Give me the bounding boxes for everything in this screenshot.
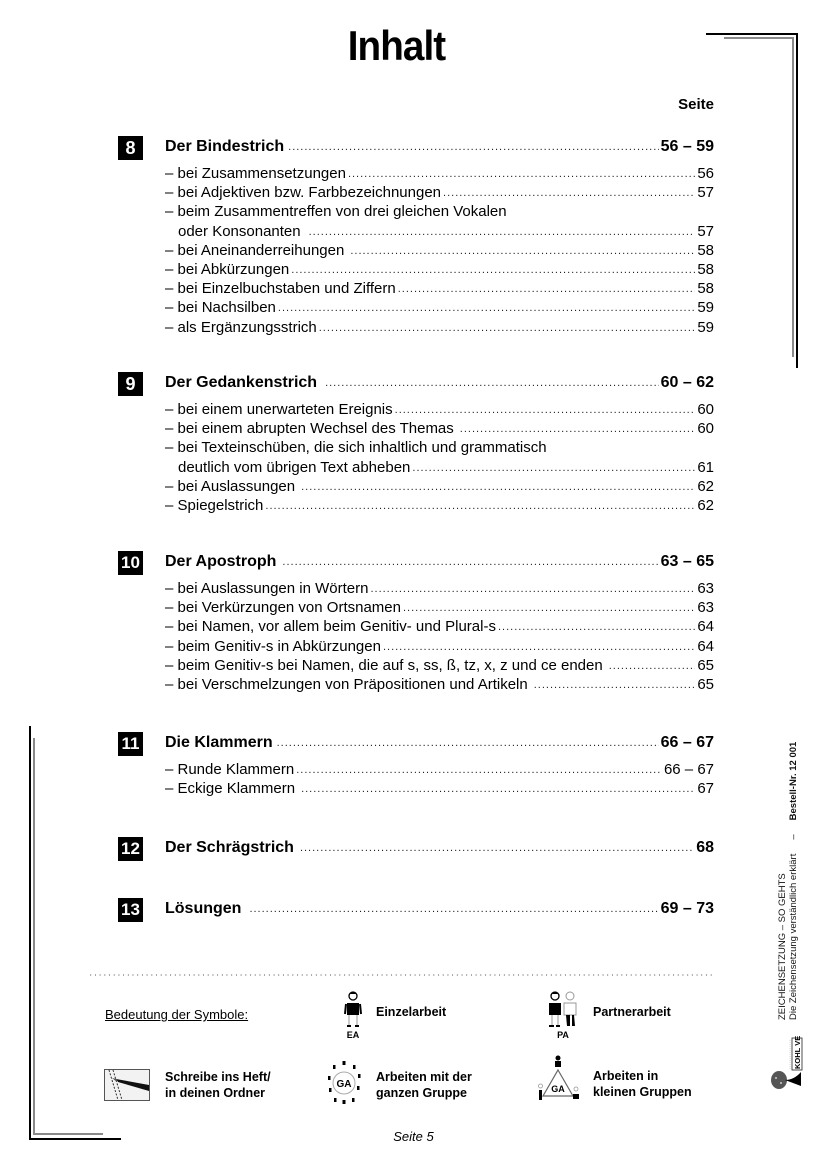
toc-item-text: – bei Abkürzungen (165, 260, 290, 278)
toc-item-page: 65 (697, 675, 714, 693)
toc-item-line2[interactable] (165, 458, 714, 477)
section-pages: 56 – 59 (660, 138, 714, 155)
toc-item-text: – bei Auslassungen (165, 477, 296, 495)
section-heading-text: Lösungen (165, 900, 242, 917)
toc-item[interactable] (165, 279, 714, 298)
section-heading[interactable] (165, 900, 714, 920)
toc-item-text: – bei Nachsilben (165, 299, 276, 317)
dot-leader (498, 618, 695, 637)
toc-item-text: – beim Zusammentreffen von drei gleichen Vokalen (165, 203, 507, 221)
separator: – (788, 834, 799, 840)
dot-leader (278, 299, 695, 318)
toc-item-text: – Spiegelstrich (165, 496, 264, 514)
toc-item-page: 57 (697, 184, 714, 202)
toc-item[interactable] (165, 260, 714, 279)
svg-text:PA: PA (557, 1030, 569, 1040)
section-heading-text: Der Gedankenstrich (165, 374, 318, 391)
section-number-badge: 10 (118, 551, 143, 575)
toc-item[interactable] (165, 779, 714, 798)
toc-item-text: – bei Adjektiven bzw. Farbbezeichnungen (165, 184, 442, 202)
toc-item-page: 61 (697, 458, 714, 476)
order-number: Bestell-Nr. 12 001 (788, 741, 799, 821)
legend-label-line: Einzelarbeit (376, 1005, 447, 1019)
toc-item[interactable] (165, 164, 714, 183)
dot-leader (291, 261, 695, 280)
single-person-icon (340, 990, 366, 1040)
legend-label-line: in deinen Ordner (165, 1086, 266, 1100)
section-heading-text: Der Apostroph (165, 553, 277, 570)
toc-item[interactable] (165, 183, 714, 202)
section-pages: 66 – 67 (660, 734, 714, 751)
toc-item-text: – bei Aneinanderreihungen (165, 241, 345, 259)
section-heading-text: Der Bindestrich (165, 138, 285, 155)
toc-item-text: – bei Auslassungen in Wörtern (165, 580, 369, 597)
legend-label-ganze-gruppe (376, 1069, 472, 1101)
section-items (165, 579, 714, 694)
legend-label-line: Schreibe ins Heft/ (165, 1070, 271, 1084)
toc-item[interactable] (165, 318, 714, 337)
toc-item-page: 59 (697, 299, 714, 317)
section-heading[interactable] (165, 138, 714, 158)
dot-leader (370, 580, 695, 599)
group-circle-icon (324, 1058, 364, 1108)
toc-item-text: – beim Genitiv-s bei Namen, die auf s, ss, ß, tz, x, z und ce enden (165, 656, 603, 674)
section-heading[interactable] (165, 374, 714, 394)
section-pages: 60 – 62 (660, 374, 714, 391)
page-title: Inhalt (347, 22, 446, 69)
dot-leader (403, 599, 695, 618)
toc-item-text: – bei Verschmelzungen von Präpositionen und Artikeln (165, 675, 528, 693)
toc-item[interactable] (165, 579, 714, 598)
section-items (165, 400, 714, 515)
frame-top-right-inner-v (792, 37, 794, 357)
toc-item-page: 57 (697, 222, 714, 240)
toc-item[interactable] (165, 598, 714, 617)
legend-label-line: kleinen Gruppen (593, 1085, 692, 1099)
toc-item-text: – bei Texteinschüben, die sich inhaltlich und grammatisch (165, 439, 547, 457)
toc-item-line1[interactable] (165, 202, 714, 221)
legend-label-line: Arbeiten mit der (376, 1070, 472, 1084)
series-title: ZEICHENSETZUNG – SO GEHTS (777, 873, 788, 1020)
toc-item-page: 65 (697, 656, 714, 674)
dot-leader (350, 242, 695, 261)
legend-label-line: ganzen Gruppe (376, 1086, 467, 1100)
section-items (165, 164, 714, 337)
section-items (165, 760, 714, 798)
toc-item-page: 67 (697, 780, 714, 798)
section-number-badge: 11 (118, 732, 143, 756)
dot-leader (534, 676, 696, 695)
toc-item[interactable] (165, 637, 714, 656)
frame-bottom-left-outer-v (29, 726, 31, 1140)
svg-text:GA: GA (336, 1079, 352, 1090)
toc-item[interactable] (165, 656, 714, 675)
dotted-separator (90, 972, 712, 976)
dot-leader (277, 737, 659, 749)
dot-leader (443, 184, 695, 203)
section-heading[interactable] (165, 734, 714, 754)
section-number-badge: 13 (118, 898, 143, 922)
toc-item-page: 66 – 67 (663, 761, 714, 778)
dot-leader (395, 401, 696, 420)
toc-item[interactable] (165, 400, 714, 419)
legend-title-text: Bedeutung der Symbole (105, 1007, 245, 1022)
toc-item[interactable] (165, 477, 714, 496)
toc-item-text: – beim Genitiv-s in Abkürzungen (165, 637, 381, 655)
toc-item-page: 58 (697, 280, 714, 298)
dot-leader (460, 420, 696, 439)
section-heading-text: Die Klammern (165, 734, 273, 751)
toc-item-text: – als Ergänzungsstrich (165, 318, 317, 336)
page-column-header: Seite (678, 96, 714, 113)
toc-item-text: – Runde Klammern (165, 761, 295, 778)
frame-bottom-left-inner-v (33, 738, 35, 1134)
dot-leader (325, 377, 659, 389)
dot-leader (348, 165, 695, 184)
toc-item-text: deutlich vom übrigen Text abheben (178, 458, 411, 476)
dot-leader (319, 319, 696, 338)
toc-item-page: 64 (697, 637, 714, 655)
svg-text:EA: EA (346, 1030, 360, 1040)
dot-leader (301, 780, 695, 799)
legend-label-line: Arbeiten in (593, 1069, 659, 1083)
group-triangle-icon (535, 1054, 581, 1106)
legend-label-schreibe (165, 1069, 271, 1101)
dot-leader (309, 223, 696, 242)
toc-item-page: 56 (697, 165, 714, 182)
toc-item[interactable] (165, 241, 714, 260)
svg-text:KOHL VERLAG: KOHL VERLAG (793, 1036, 802, 1069)
toc-item-line1[interactable] (165, 438, 714, 457)
toc-item-page: 64 (697, 618, 714, 636)
section-number-badge: 9 (118, 372, 143, 396)
toc-item[interactable] (165, 496, 714, 515)
two-persons-icon (545, 990, 581, 1040)
dot-leader (412, 459, 695, 478)
dot-leader (282, 556, 658, 568)
toc-item[interactable] (165, 419, 714, 438)
section-heading-text: Der Schrägstrich (165, 839, 294, 856)
section-pages: 68 (696, 839, 714, 856)
toc-item-text: – Eckige Klammern (165, 780, 296, 798)
legend-label-partnerarbeit (593, 1004, 671, 1020)
legend-label-kleine-gruppen (593, 1068, 692, 1100)
dot-leader (301, 478, 695, 497)
dot-leader (609, 657, 696, 676)
dot-leader (249, 903, 658, 915)
legend-title (105, 1007, 248, 1022)
toc-item-page: 63 (697, 599, 714, 617)
dot-leader (398, 280, 696, 299)
toc-item-page: 59 (697, 318, 714, 336)
frame-top-right-outer-v (796, 33, 798, 368)
toc-item-text: – bei Einzelbuchstaben und Ziffern (165, 280, 396, 298)
toc-item-text: oder Konsonanten (178, 222, 301, 240)
toc-item[interactable] (165, 298, 714, 317)
toc-item[interactable] (165, 675, 714, 694)
legend-label-line: Partnerarbeit (593, 1005, 671, 1019)
toc-item-page: 58 (697, 260, 714, 278)
toc-item-page: 62 (697, 477, 714, 495)
toc-item-text: – bei Verkürzungen von Ortsnamen (165, 599, 401, 617)
toc-item-line2[interactable] (165, 222, 714, 241)
svg-text:GA: GA (551, 1084, 565, 1094)
dot-leader (296, 761, 662, 780)
toc-item-text: – bei einem abrupten Wechsel des Themas (165, 420, 454, 438)
section-heading[interactable] (165, 553, 714, 573)
toc-item[interactable] (165, 617, 714, 636)
toc-item-page: 58 (697, 241, 714, 259)
dot-leader (383, 638, 695, 657)
toc-item-text: – bei einem unerwarteten Ereignis (165, 401, 393, 418)
dot-leader (288, 141, 658, 153)
dot-leader (265, 497, 695, 516)
toc-item-page: 60 (697, 420, 714, 438)
legend-colon: : (244, 1007, 249, 1022)
section-heading[interactable] (165, 839, 714, 859)
side-publication-info (777, 742, 799, 1020)
section-pages: 63 – 65 (660, 553, 714, 570)
section-number-badge: 8 (118, 136, 143, 160)
toc-item-page: 60 (697, 401, 714, 418)
section-pages: 69 – 73 (660, 900, 714, 917)
toc-item-page: 62 (697, 496, 714, 514)
toc-item[interactable] (165, 760, 714, 779)
toc-item-page: 63 (697, 580, 714, 597)
pen-notebook-icon (104, 1069, 150, 1101)
legend-label-einzelarbeit (376, 1004, 446, 1020)
book-subtitle: Die Zeichensetzung verständlich erklärt (788, 853, 799, 1020)
publisher-logo-icon (768, 1036, 808, 1096)
toc-item-text: – bei Zusammensetzungen (165, 165, 346, 182)
toc-item-text: – bei Namen, vor allem beim Genitiv- und Plural-s (165, 618, 496, 636)
page-number-footer: Seite 5 (393, 1129, 434, 1144)
section-number-badge: 12 (118, 837, 143, 861)
dot-leader (300, 842, 694, 854)
